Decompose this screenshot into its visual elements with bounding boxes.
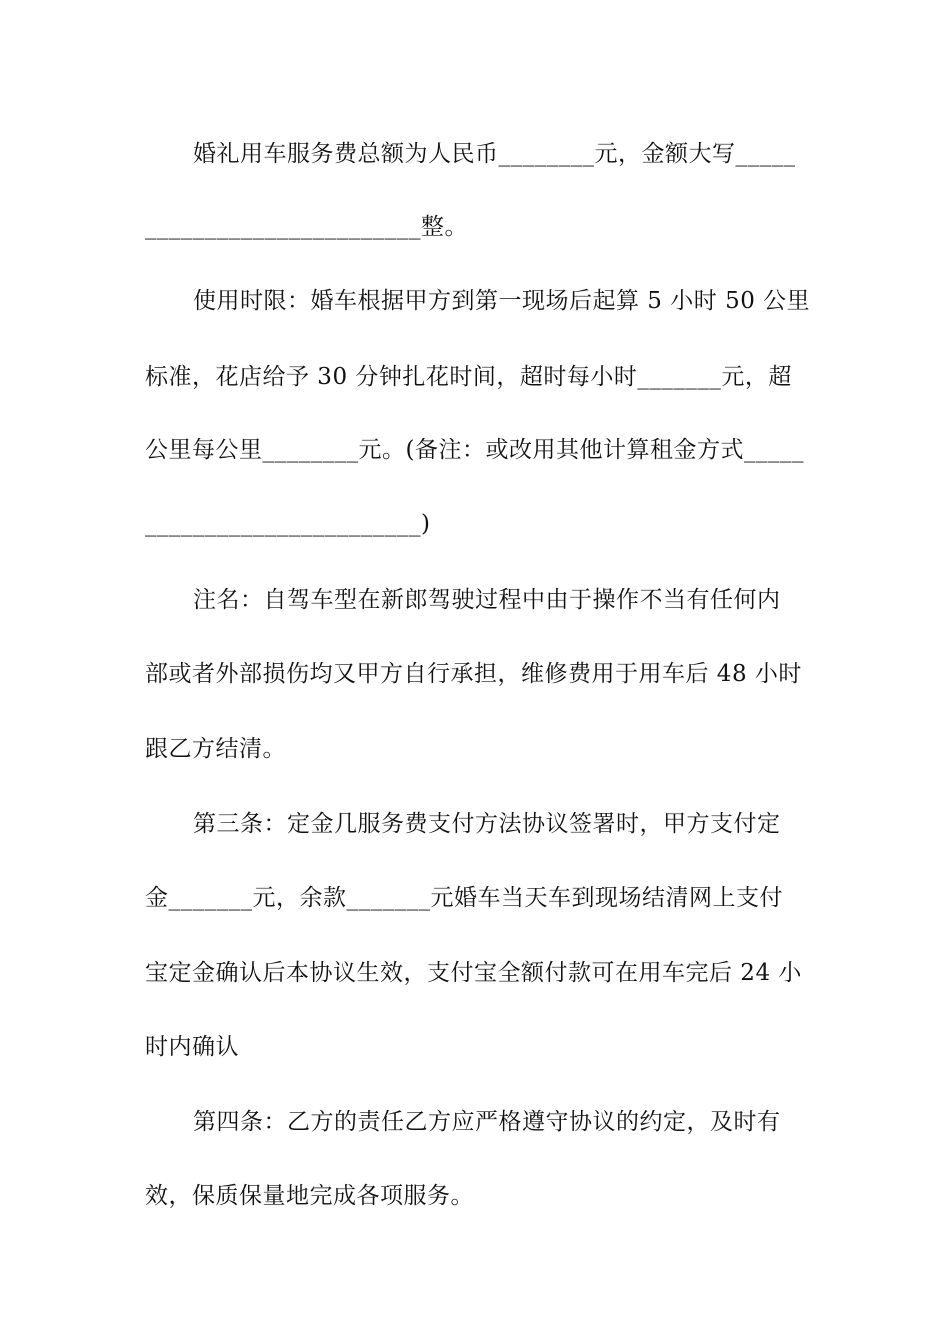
text-line: _______________________整。 (145, 214, 468, 240)
text-line: 部或者外部损伤均又甲方自行承担，维修费用于用车后 48 小时 (145, 661, 802, 687)
text-line: 时内确认 (145, 1034, 239, 1060)
text-line: 第四条：乙方的责任乙方应严格遵守协议的约定，及时有 (193, 1109, 781, 1135)
text-line: 跟乙方结清。 (145, 736, 286, 762)
text-line: 效，保质保量地完成各项服务。 (145, 1183, 474, 1209)
text-line: 宝定金确认后本协议生效，支付宝全额付款可在用车完后 24 小 (145, 960, 802, 986)
text-line: 使用时限：婚车根据甲方到第一现场后起算 5 小时 50 公里 (193, 288, 811, 314)
text-line: 标准，花店给予 30 分钟扎花时间，超时每小时_______元，超 (145, 364, 792, 390)
text-line: _______________________) (145, 511, 431, 537)
text-line: 注名：自驾车型在新郎驾驶过程中由于操作不当有任何内 (193, 587, 781, 613)
text-line: 第三条：定金几服务费支付方法协议签署时，甲方支付定 (193, 811, 781, 837)
text-line: 公里每公里________元。(备注：或改用其他计算租金方式_____ (145, 437, 804, 463)
text-line: 金_______元，余款_______元婚车当天车到现场结清网上支付 (145, 885, 783, 911)
text-line: 婚礼用车服务费总额为人民币________元，金额大写_____ (193, 141, 796, 167)
